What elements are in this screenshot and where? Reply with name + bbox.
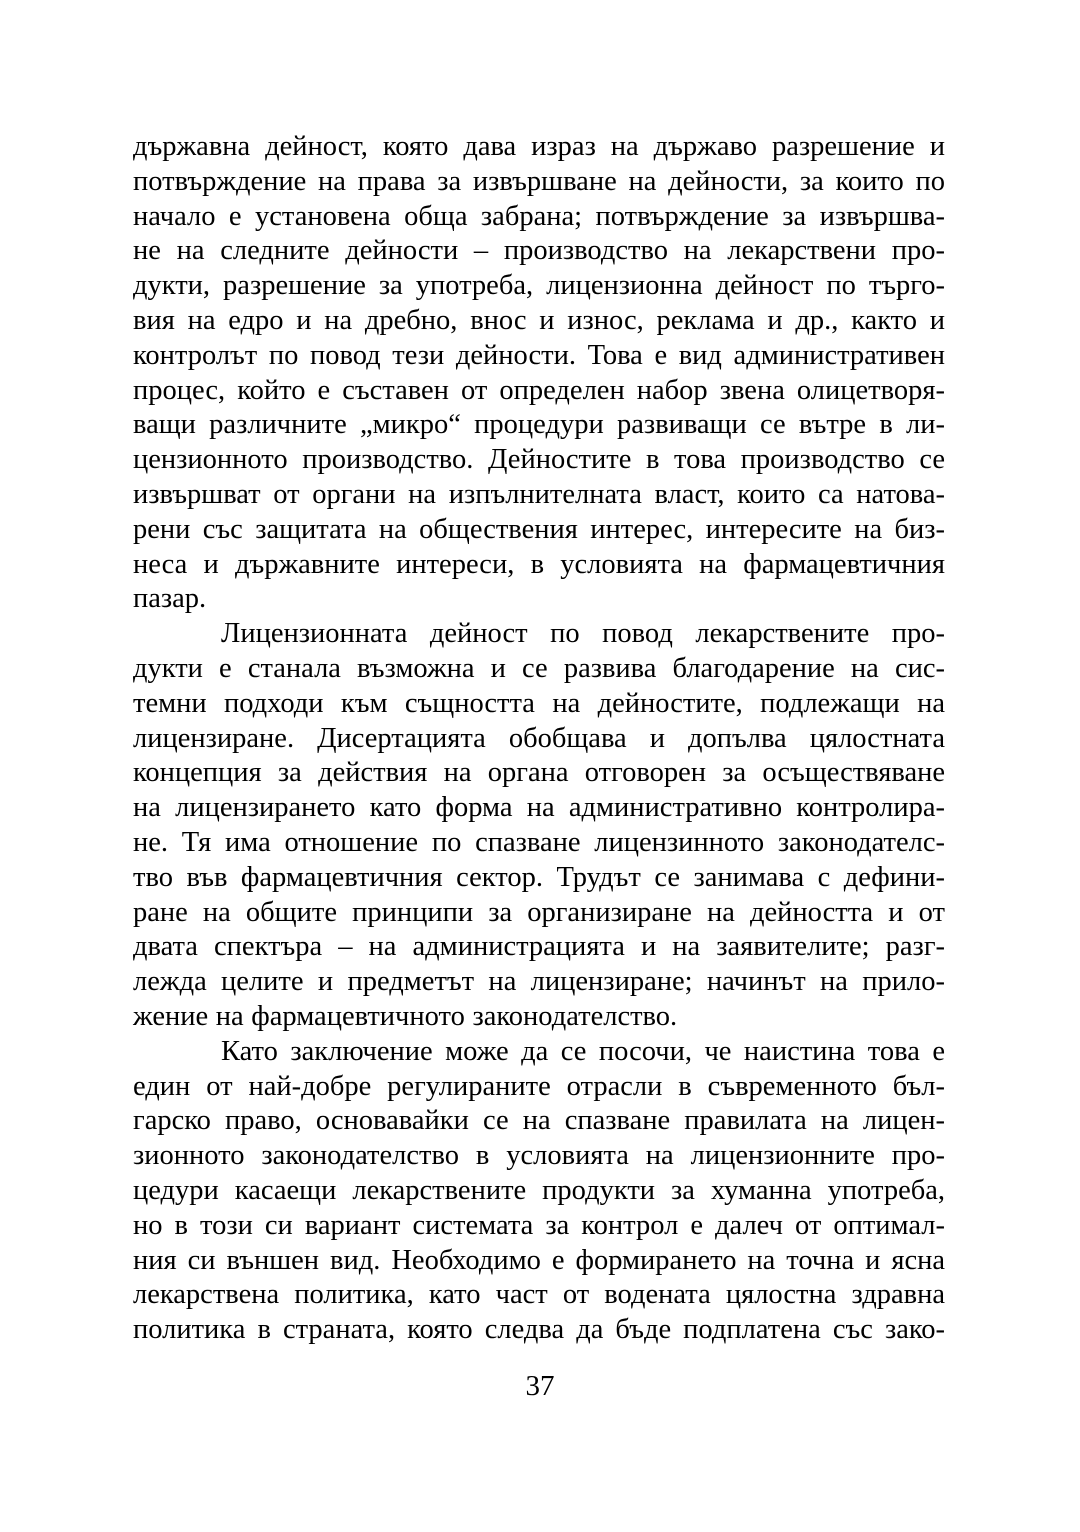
text-line: един от най-добре регулираните отрасли в съвременното бъл- [133,1070,945,1102]
text-line: гарско право, основавайки се на спазване правилата на лицен- [133,1105,945,1137]
text-line: не на следните дейности – производство на лекарствени про- [133,235,945,267]
text-line: извършват от органи на изпълнителната власт, които са натова- [133,478,945,510]
text-line: зионното законодателство в условията на лицензионните про- [133,1140,945,1172]
text-line: пазар. [133,583,207,615]
text-line: ващи различните „микро“ процедури развиващи се вътре в ли- [133,409,945,441]
text-line: на лицензирането като форма на административно контролира- [133,792,945,824]
text-line: лежда целите и предметът на лицензиране; начинът на прило- [133,966,945,998]
text-line: двата спектъра – на администрацията и на заявителите; разг- [133,931,945,963]
paragraph [133,1035,945,1348]
body-text [133,130,945,1348]
text-line: ния си външен вид. Необходимо е формирането на точна и ясна [133,1244,945,1276]
text-line: дукти, разрешение за употреба, лицензионна дейност по търго- [133,270,945,302]
text-line: рени със защитата на обществения интерес, интересите на биз- [133,513,945,545]
text-line: начало е установена обща забрана; потвърждение за извършва- [133,200,945,232]
text-line: контролът по повод тези дейности. Това е вид административен [133,339,945,371]
paragraph [133,130,945,617]
text-line: потвърждение на права за извършване на дейности, за които по [133,165,945,197]
text-line: неса и държавните интереси, в условията на фармацевтичния [133,548,945,580]
text-line: темни подходи към същността на дейностите, подлежащи на [133,687,945,719]
text-line: цедури касаещи лекарствените продукти за хуманна употреба, [133,1174,945,1206]
text-line: дукти е станала възможна и се развива благодарение на сис- [133,652,945,684]
text-line: лекарствена политика, като част от водената цялостна здравна [133,1279,945,1311]
paragraph [133,617,945,1035]
text-line: тво във фармацевтичния сектор. Трудът се занимава с дефини- [133,861,945,893]
text-line: Лицензионната дейност по повод лекарствените про- [221,618,945,650]
text-line: вия на едро и на дребно, внос и износ, реклама и др., както и [133,304,945,336]
text-line: концепция за действия на органа отговорен за осъществяване [133,757,945,789]
text-line: жение на фармацевтичното законодателство. [133,1000,678,1032]
text-line: цензионното производство. Дейностите в това производство се [133,444,945,476]
text-line: но в този си вариант системата за контрол е далеч от оптимал- [133,1209,945,1241]
text-line: не. Тя има отношение по спазване лицензинното законодателс- [133,826,945,858]
text-line: лицензиране. Дисертацията обобщава и допълва цялостната [133,722,945,754]
text-line: Като заключение може да се посочи, че наистина това е [221,1035,945,1067]
text-line: държавна дейност, която дава израз на държаво разрешение и [133,131,945,162]
page-number: 37 [525,1370,555,1402]
text-line: политика в страната, която следва да бъде подплатена със зако- [133,1314,945,1346]
text-line: процес, който е съставен от определен набор звена олицетворя- [133,374,945,406]
text-line: ране на общите принципи за организиране на дейността и от [133,896,945,928]
